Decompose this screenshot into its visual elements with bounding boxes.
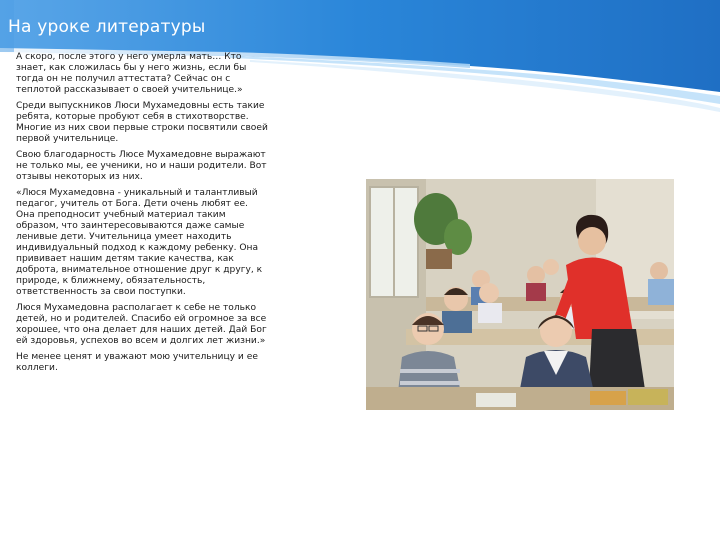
slide-title: На уроке литературы xyxy=(8,17,206,37)
paragraph: Свою благодарность Люсе Мухамедовне выражают не только мы, ее ученики, но и наши родители. Вот отзывы некоторых из них. xyxy=(16,150,267,182)
paragraph: Не менее ценят и уважают мою учительницу и ее коллеги. xyxy=(16,352,258,373)
paragraph: А скоро, после этого у него умерла мать… Кто знает, как сложилась бы у него жизнь, если бы тогда он не получил аттестата? Сейчас он с теплотой рассказывает о своей учительнице.» xyxy=(16,52,247,95)
paragraph: Среди выпускников Люси Мухамедовны есть такие ребята, которые пробуют себя в стихотворстве. Многие из них свои первые строки посвятили своей первой учительнице. xyxy=(16,101,268,144)
parent-quote: «Люся Мухамедовна - уникальный и талантливый педагог, учитель от Бога. Дети очень любят ее. Она преподносит учебный материал таким образом, что заинтересовываются даже самые ленивые дети. Учительница умеет находить индивидуальный подход к каждому ребенку. Она прививает нашим детям такие качества, как доброта, внимательное отношение друг к другу, к природе, к ближнему, обязательность, ответственность за свои поступки. xyxy=(16,188,263,297)
body-text xyxy=(16,52,268,379)
parent-quote: Люся Мухамедовна располагает к себе не только детей, но и родителей. Спасибо ей огромное за все хорошее, что она делает для наших детей. Дай Бог ей здоровья, успехов во всем и долгих лет жизни.» xyxy=(16,303,267,346)
classroom-photo xyxy=(366,179,674,410)
